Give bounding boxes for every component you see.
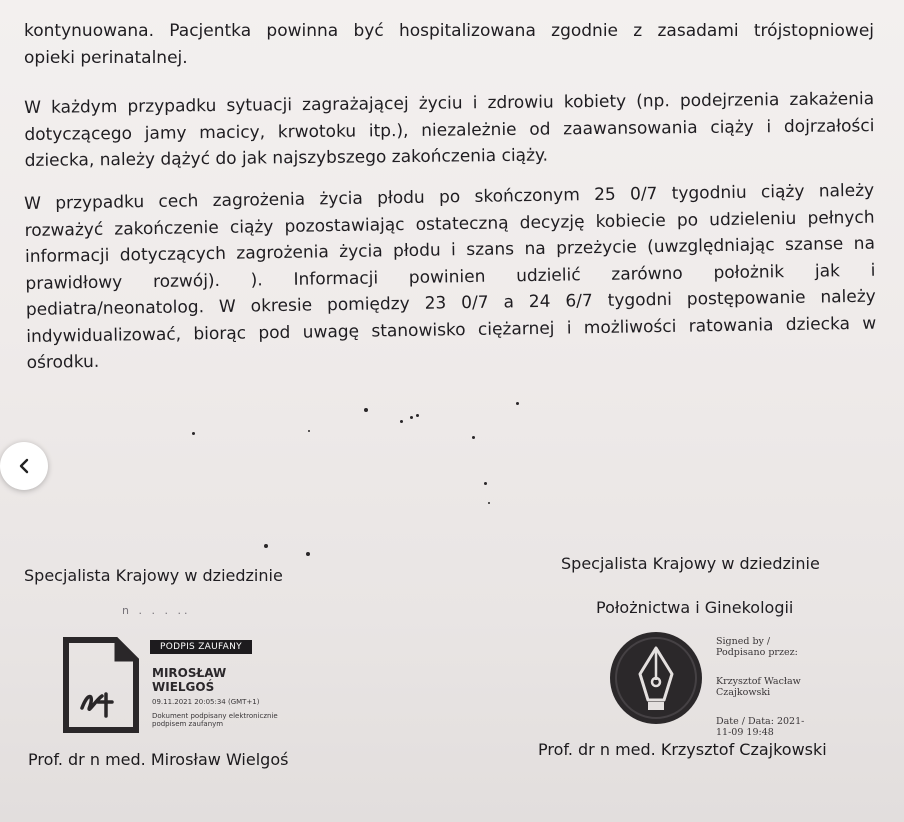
left-signature-faint-line: n . . . .. [122,604,191,617]
signed-document-icon [62,636,140,734]
ink-speck [400,420,403,423]
text-line: dziecka, należy dążyć do jak najszybszego zakończenia ciąży. [24,145,549,171]
right-signature-heading: Specjalista Krajowy w dziedzinie [561,554,820,573]
signature-date-label: Date / Data: 2021- [716,716,805,727]
signature-note: podpisem zaufanym [152,720,224,728]
text-line: rozważyć zakończenie ciąży pozostawiając ostateczną decyzję kobiecie po udzieleniu pełnych [24,207,875,241]
fountain-pen-seal-icon [608,630,704,726]
text-line: pediatra/neonatolog. W okresie pomiędzy 23 0/7 a 24 6/7 tygodni postępowanie należy [25,286,876,320]
ink-speck [516,402,519,405]
previous-button[interactable] [0,442,48,490]
ink-speck [364,408,368,412]
text-line: W przypadku cech zagrożenia życia płodu po skończonym 25 0/7 tygodniu ciąży należy [24,180,875,214]
left-signer-name: Prof. dr n med. Mirosław Wielgoś [28,750,289,769]
text-line: dotyczącego jamy macicy, krwotoku itp.), niezależnie od zaawansowania ciąży i dojrzałości [24,115,875,145]
text-line: opieki perinatalnej. [24,47,188,68]
signer-name: Krzysztof Wacław [716,676,801,687]
signer-surname: Czajkowski [716,687,771,698]
signer-last-name: WIELGOŚ [152,680,215,694]
text-line: informacji dotyczących zagrożenia życia płodu i szans na przeżycie (uwzględniając szanse na [24,233,876,267]
text-line: W każdym przypadku sytuacji zagrażającej życiu i zdrowiu kobiety (np. podejrzenia zakażenia [24,89,875,118]
chevron-left-icon [15,457,33,475]
ink-speck [488,502,490,504]
signature-note: Dokument podpisany elektronicznie [152,712,278,720]
ink-speck [306,552,310,556]
trusted-signature-label: PODPIS ZAUFANY [150,640,252,654]
ink-speck [484,482,487,485]
signature-timestamp: 09.11.2021 20:05:34 (GMT+1) [152,698,260,706]
ink-speck [472,436,475,439]
text-line: indywidualizować, biorąc pod uwagę stanowisko ciężarnej i możliwości ratowania dziecka w [26,313,877,347]
signed-by-label: Signed by / [716,636,771,647]
signed-by-label-pl: Podpisano przez: [716,647,798,658]
signature-date-value: 11-09 19:48 [716,727,774,738]
right-signature-specialty: Położnictwa i Ginekologii [596,598,794,617]
ink-speck [410,416,413,419]
ink-speck [192,432,195,435]
text-line: ośrodku. [26,351,100,373]
text-line: prawidłowy rozwój). ). Informacji powinien udzielić zarówno położnik jak i [25,260,876,294]
paragraph-threat-to-life [24,86,875,174]
text-line: kontynuowana. Pacjentka powinna być hospitalizowana zgodnie z zasadami trójstopniowej [24,21,874,41]
paragraph-continuation [24,18,874,71]
ink-speck [264,544,268,548]
left-signature-heading: Specjalista Krajowy w dziedzinie [24,566,283,585]
ink-speck [308,430,310,432]
ink-speck [416,414,419,417]
paragraph-fetal-threat [24,178,877,377]
signer-first-name: MIROSŁAW [152,666,227,680]
right-signer-name: Prof. dr n med. Krzysztof Czajkowski [538,740,827,759]
